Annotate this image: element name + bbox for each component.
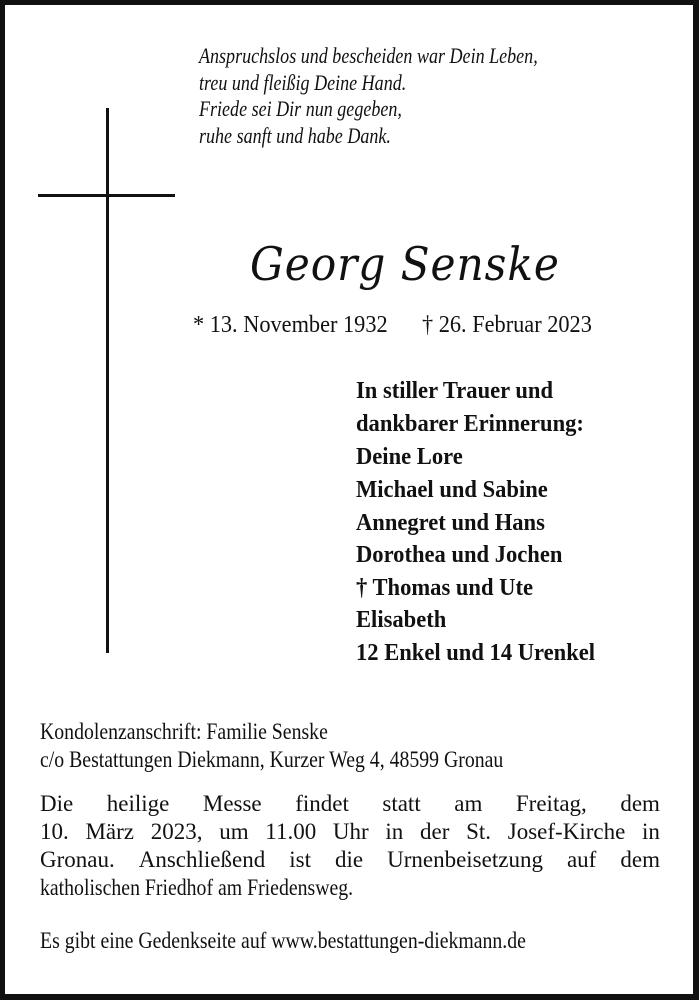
mourner-line: Dorothea und Jochen (356, 542, 563, 568)
death-date: † 26. Februar 2023 (422, 312, 592, 338)
service-line-4: katholischen Friedhof am Friedensweg. (40, 875, 354, 900)
word: Urnenbeisetzung (387, 847, 543, 872)
service-line-3 (40, 848, 660, 871)
condolence-address-line-2: c/o Bestattungen Diekmann, Kurzer Weg 4, 48599 Gronau (40, 747, 504, 772)
word: 2023, (150, 819, 203, 844)
mourner-line: dankbarer Erinnerung: (356, 411, 584, 437)
memorial-page-text: Es gibt eine Gedenkseite auf www.bestattungen-diekmann.de (40, 928, 526, 953)
word: dem (620, 847, 660, 872)
service-line-2 (40, 820, 660, 843)
word: St. (466, 819, 492, 844)
word: März (85, 819, 134, 844)
condolence-address-line-1: Kondolenzanschrift: Familie Senske (40, 719, 328, 744)
mourner-line: Annegret und Hans (356, 510, 545, 536)
word: findet (295, 791, 349, 816)
word: Freitag, (515, 791, 587, 816)
mourner-line: In stiller Trauer und (356, 378, 554, 404)
word: auf (566, 847, 597, 872)
word: 11.00 (265, 819, 317, 844)
word: Josef-Kirche (507, 819, 626, 844)
mourner-line: Elisabeth (356, 607, 447, 633)
deceased-name: Georg Senske (250, 237, 560, 291)
word: Gronau. (40, 847, 115, 872)
poem-line-1: Anspruchslos und bescheiden war Dein Leben, (199, 43, 538, 68)
cross-vertical-bar (106, 108, 109, 653)
word: ist (289, 847, 311, 872)
word: in (642, 819, 660, 844)
word: um (219, 819, 249, 844)
word: am (454, 791, 483, 816)
mourner-line: Deine Lore (356, 444, 463, 470)
service-line-1 (40, 792, 660, 815)
word: in (385, 819, 404, 844)
mourner-line: † Thomas und Ute (356, 575, 533, 601)
poem-line-2: treu und fleißig Deine Hand. (199, 70, 407, 95)
obituary-page (5, 5, 693, 994)
word: Uhr (332, 819, 369, 844)
birth-date: * 13. November 1932 (193, 312, 388, 338)
word: Anschließend (138, 847, 266, 872)
word: 10. (40, 819, 69, 844)
mourner-line: 12 Enkel und 14 Urenkel (356, 640, 596, 666)
word: dem (620, 791, 660, 816)
word: der (420, 819, 450, 844)
word: die (334, 847, 364, 872)
word: statt (382, 791, 421, 816)
cross-horizontal-bar (38, 194, 175, 197)
word: heilige (106, 791, 170, 816)
poem-line-3: Friede sei Dir nun gegeben, (199, 96, 402, 121)
mourner-line: Michael und Sabine (356, 477, 548, 503)
poem-line-4: ruhe sanft und habe Dank. (199, 123, 391, 148)
word: Die (40, 791, 74, 816)
word: Messe (202, 791, 262, 816)
